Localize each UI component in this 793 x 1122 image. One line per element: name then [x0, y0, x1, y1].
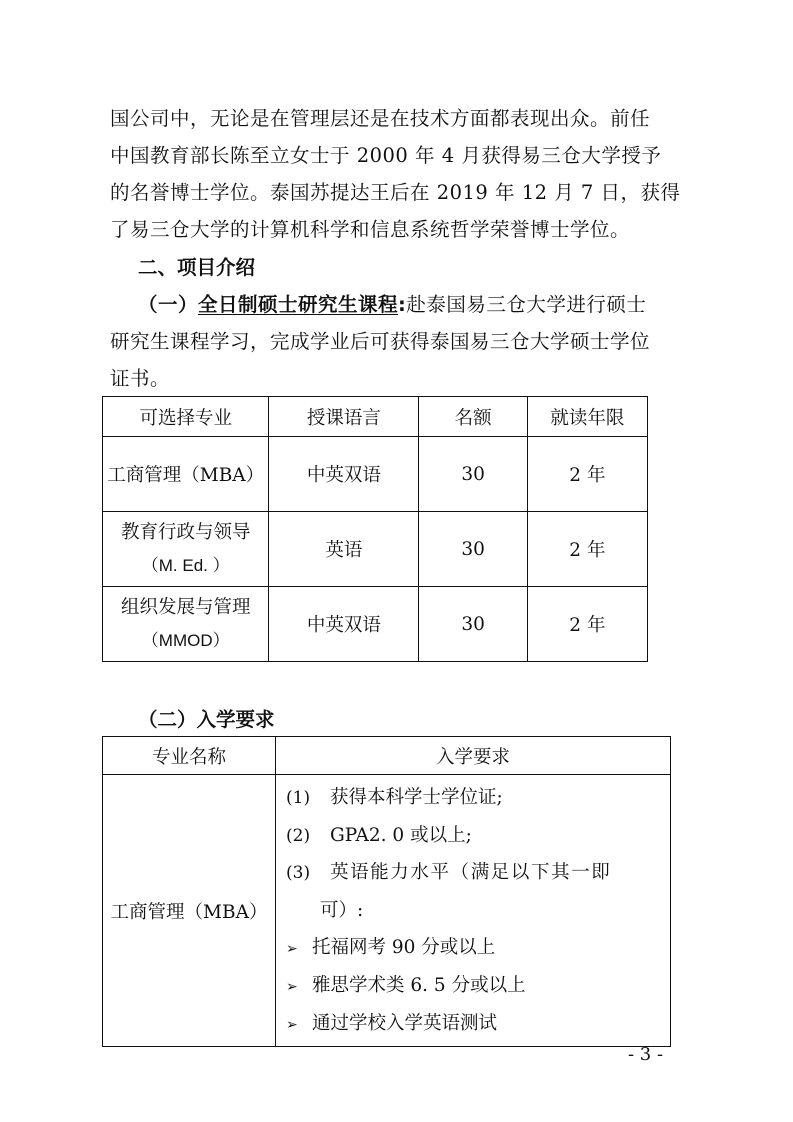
requirement-item	[286, 854, 670, 892]
sub1-label: （一）	[138, 293, 199, 316]
sub-section-heading: （二）入学要求	[138, 708, 275, 731]
intro-line: 国公司中，无论是在管理层还是在技术方面都表现出众。前任	[110, 107, 651, 130]
sub1-text: 研究生课程学习，完成学业后可获得泰国易三仓大学硕士学位	[110, 330, 651, 353]
major-cell: 工商管理（MBA）	[103, 775, 276, 1047]
major-cell: 工商管理（MBA）	[103, 437, 269, 512]
bullet-item	[286, 929, 670, 967]
header-cell: 可选择专业	[103, 397, 269, 437]
header-cell: 就读年限	[527, 397, 647, 437]
years-cell: 2 年	[527, 512, 647, 587]
requirement-text: GPA2. 0 或以上;	[330, 824, 472, 846]
major-cell	[103, 587, 269, 662]
table-row	[103, 587, 648, 662]
years-cell: 2 年	[527, 587, 647, 662]
sub1-text: 证书。	[110, 367, 171, 390]
item-number: (3)	[286, 863, 311, 884]
section-heading: 二、项目介绍	[138, 256, 256, 279]
item-number: (1)	[286, 788, 311, 808]
major-name: 教育行政与领导	[120, 522, 251, 543]
intro-paragraph	[110, 100, 700, 248]
sub1-title: 全日制硕士研究生课程	[198, 293, 399, 316]
table-row	[103, 775, 671, 1047]
language-cell: 英语	[269, 512, 419, 587]
intro-line: 了易三仓大学的计算机科学和信息系统哲学荣誉博士学位。	[110, 218, 631, 241]
item-number: (2)	[286, 825, 311, 846]
requirement-text: 英语能力水平（满足以下其一即	[330, 862, 612, 884]
language-cell: 中英双语	[269, 437, 419, 512]
page-number: - 3 -	[628, 1044, 664, 1065]
sub1-colon: :	[398, 293, 407, 316]
programs-table	[102, 396, 648, 662]
major-name: 组织发展与管理	[120, 597, 251, 618]
bullet-item	[286, 967, 670, 1005]
major-abbr: （M. Ed. ）	[141, 556, 230, 575]
sub1-text: 赴泰国易三仓大学进行硕士	[406, 293, 647, 316]
bullet-text: 雅思学术类 6. 5 分或以上	[312, 974, 526, 996]
years-cell: 2 年	[527, 437, 647, 512]
major-abbr: （MMOD）	[141, 631, 230, 650]
header-cell: 名额	[419, 397, 527, 437]
intro-line: 中国教育部长陈至立女士于 2000 年 4 月获得易三仓大学授予	[110, 144, 662, 167]
requirement-item	[286, 817, 670, 855]
requirement-continuation: 可）:	[320, 899, 364, 921]
arrow-bullet-icon: ➢	[286, 941, 298, 958]
quota-cell: 30	[419, 437, 527, 512]
arrow-bullet-icon: ➢	[286, 978, 298, 995]
requirement-text: 获得本科学士学位证;	[330, 787, 503, 808]
requirements-table	[102, 736, 671, 1047]
language-cell: 中英双语	[269, 587, 419, 662]
major-cell	[103, 512, 269, 587]
header-cell: 专业名称	[103, 737, 276, 775]
table-row	[103, 437, 648, 512]
arrow-bullet-icon: ➢	[286, 1016, 298, 1033]
intro-line: 的名誉博士学位。泰国苏提达王后在 2019 年 12 月 7 日，获得	[110, 181, 681, 204]
quota-cell: 30	[419, 512, 527, 587]
table-row	[103, 512, 648, 587]
requirements-cell	[276, 775, 671, 1047]
requirement-item	[286, 779, 670, 817]
bullet-text: 托福网考 90 分或以上	[312, 937, 496, 959]
quota-cell: 30	[419, 587, 527, 662]
bullet-text: 通过学校入学英语测试	[312, 1012, 498, 1034]
header-cell: 授课语言	[269, 397, 419, 437]
sub-section-1	[110, 286, 700, 397]
header-cell: 入学要求	[276, 737, 671, 775]
bullet-item	[286, 1005, 670, 1043]
